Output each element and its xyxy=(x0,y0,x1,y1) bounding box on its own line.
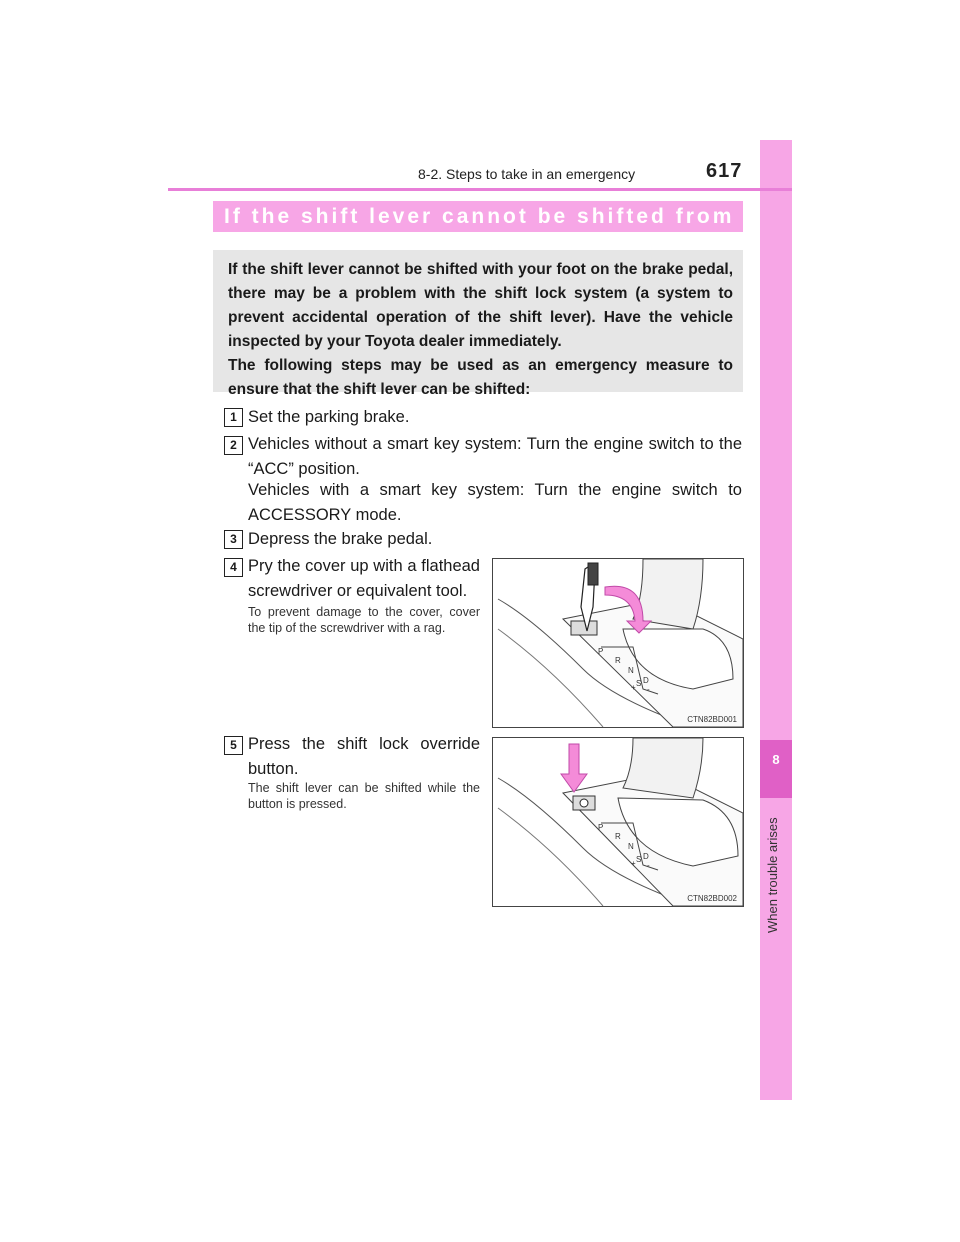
step-number-5: 5 xyxy=(224,736,243,755)
shift-console-illustration xyxy=(493,559,743,727)
gear-letter-plus: + xyxy=(631,683,636,692)
step-text-1: Set the parking brake. xyxy=(248,408,410,426)
chapter-side-tab xyxy=(760,140,792,1100)
shift-console-illustration-2 xyxy=(493,738,743,906)
step-text-5: Press the shift lock override button. xyxy=(248,735,480,778)
step-note-4: To prevent damage to the cover, cover the tip of the screwdriver with a rag. xyxy=(248,605,480,635)
gear-letter-d: D xyxy=(643,676,649,685)
step-note-5: The shift lever can be shifted while the button is pressed. xyxy=(248,781,480,811)
gear-letter-d-2: D xyxy=(643,852,649,861)
gear-letter-plus-2: + xyxy=(631,859,636,868)
gear-letter-s-2: S xyxy=(636,855,642,864)
header-divider xyxy=(168,188,792,191)
step-number-1: 1 xyxy=(224,408,243,427)
gear-letter-minus-2: - xyxy=(647,861,650,870)
illustration-pry-cover xyxy=(492,558,744,728)
step-text-3: Depress the brake pedal. xyxy=(248,530,433,548)
step-text-4: Pry the cover up with a flathead screwdriver or equivalent tool. xyxy=(248,557,480,600)
step-number-4: 4 xyxy=(224,558,243,577)
step-text-2: Vehicles without a smart key system: Turn the engine switch to the “ACC” position. xyxy=(248,435,742,478)
gear-letter-s: S xyxy=(636,679,642,688)
gear-letter-r: R xyxy=(615,656,621,665)
intro-text xyxy=(228,258,733,402)
illustration-press-button xyxy=(492,737,744,907)
gear-letter-p: P xyxy=(598,647,604,656)
gear-letter-n-2: N xyxy=(628,842,634,851)
gear-letter-minus: - xyxy=(647,685,650,694)
step-number-2: 2 xyxy=(224,436,243,455)
illustration-code-2: CTN82BD002 xyxy=(687,894,737,903)
chapter-label: When trouble arises xyxy=(765,817,780,933)
page-number: 617 xyxy=(706,160,743,182)
section-title: If the shift lever cannot be shifted from P xyxy=(224,205,761,228)
gear-letter-p-2: P xyxy=(598,823,604,832)
chapter-number-box xyxy=(760,740,792,798)
illustration-code-1: CTN82BD001 xyxy=(687,715,737,724)
step-text-2b: Vehicles with a smart key system: Turn the engine switch to ACCESSORY mode. xyxy=(248,481,742,524)
gear-letter-r-2: R xyxy=(615,832,621,841)
gear-letter-n: N xyxy=(628,666,634,675)
intro-paragraph-2: The following steps may be used as an emergency measure to ensure that the shift lever can be shifted: xyxy=(228,357,733,398)
breadcrumb: 8-2. Steps to take in an emergency xyxy=(418,166,636,182)
intro-paragraph-1: If the shift lever cannot be shifted with your foot on the brake pedal, there may be a problem with the shift lock system (a system to prevent accidental operation of the shift lever). Have the vehicle inspected by your Toyota dealer immediately. xyxy=(228,261,733,350)
chapter-number: 8 xyxy=(772,752,780,767)
step-number-3: 3 xyxy=(224,530,243,549)
